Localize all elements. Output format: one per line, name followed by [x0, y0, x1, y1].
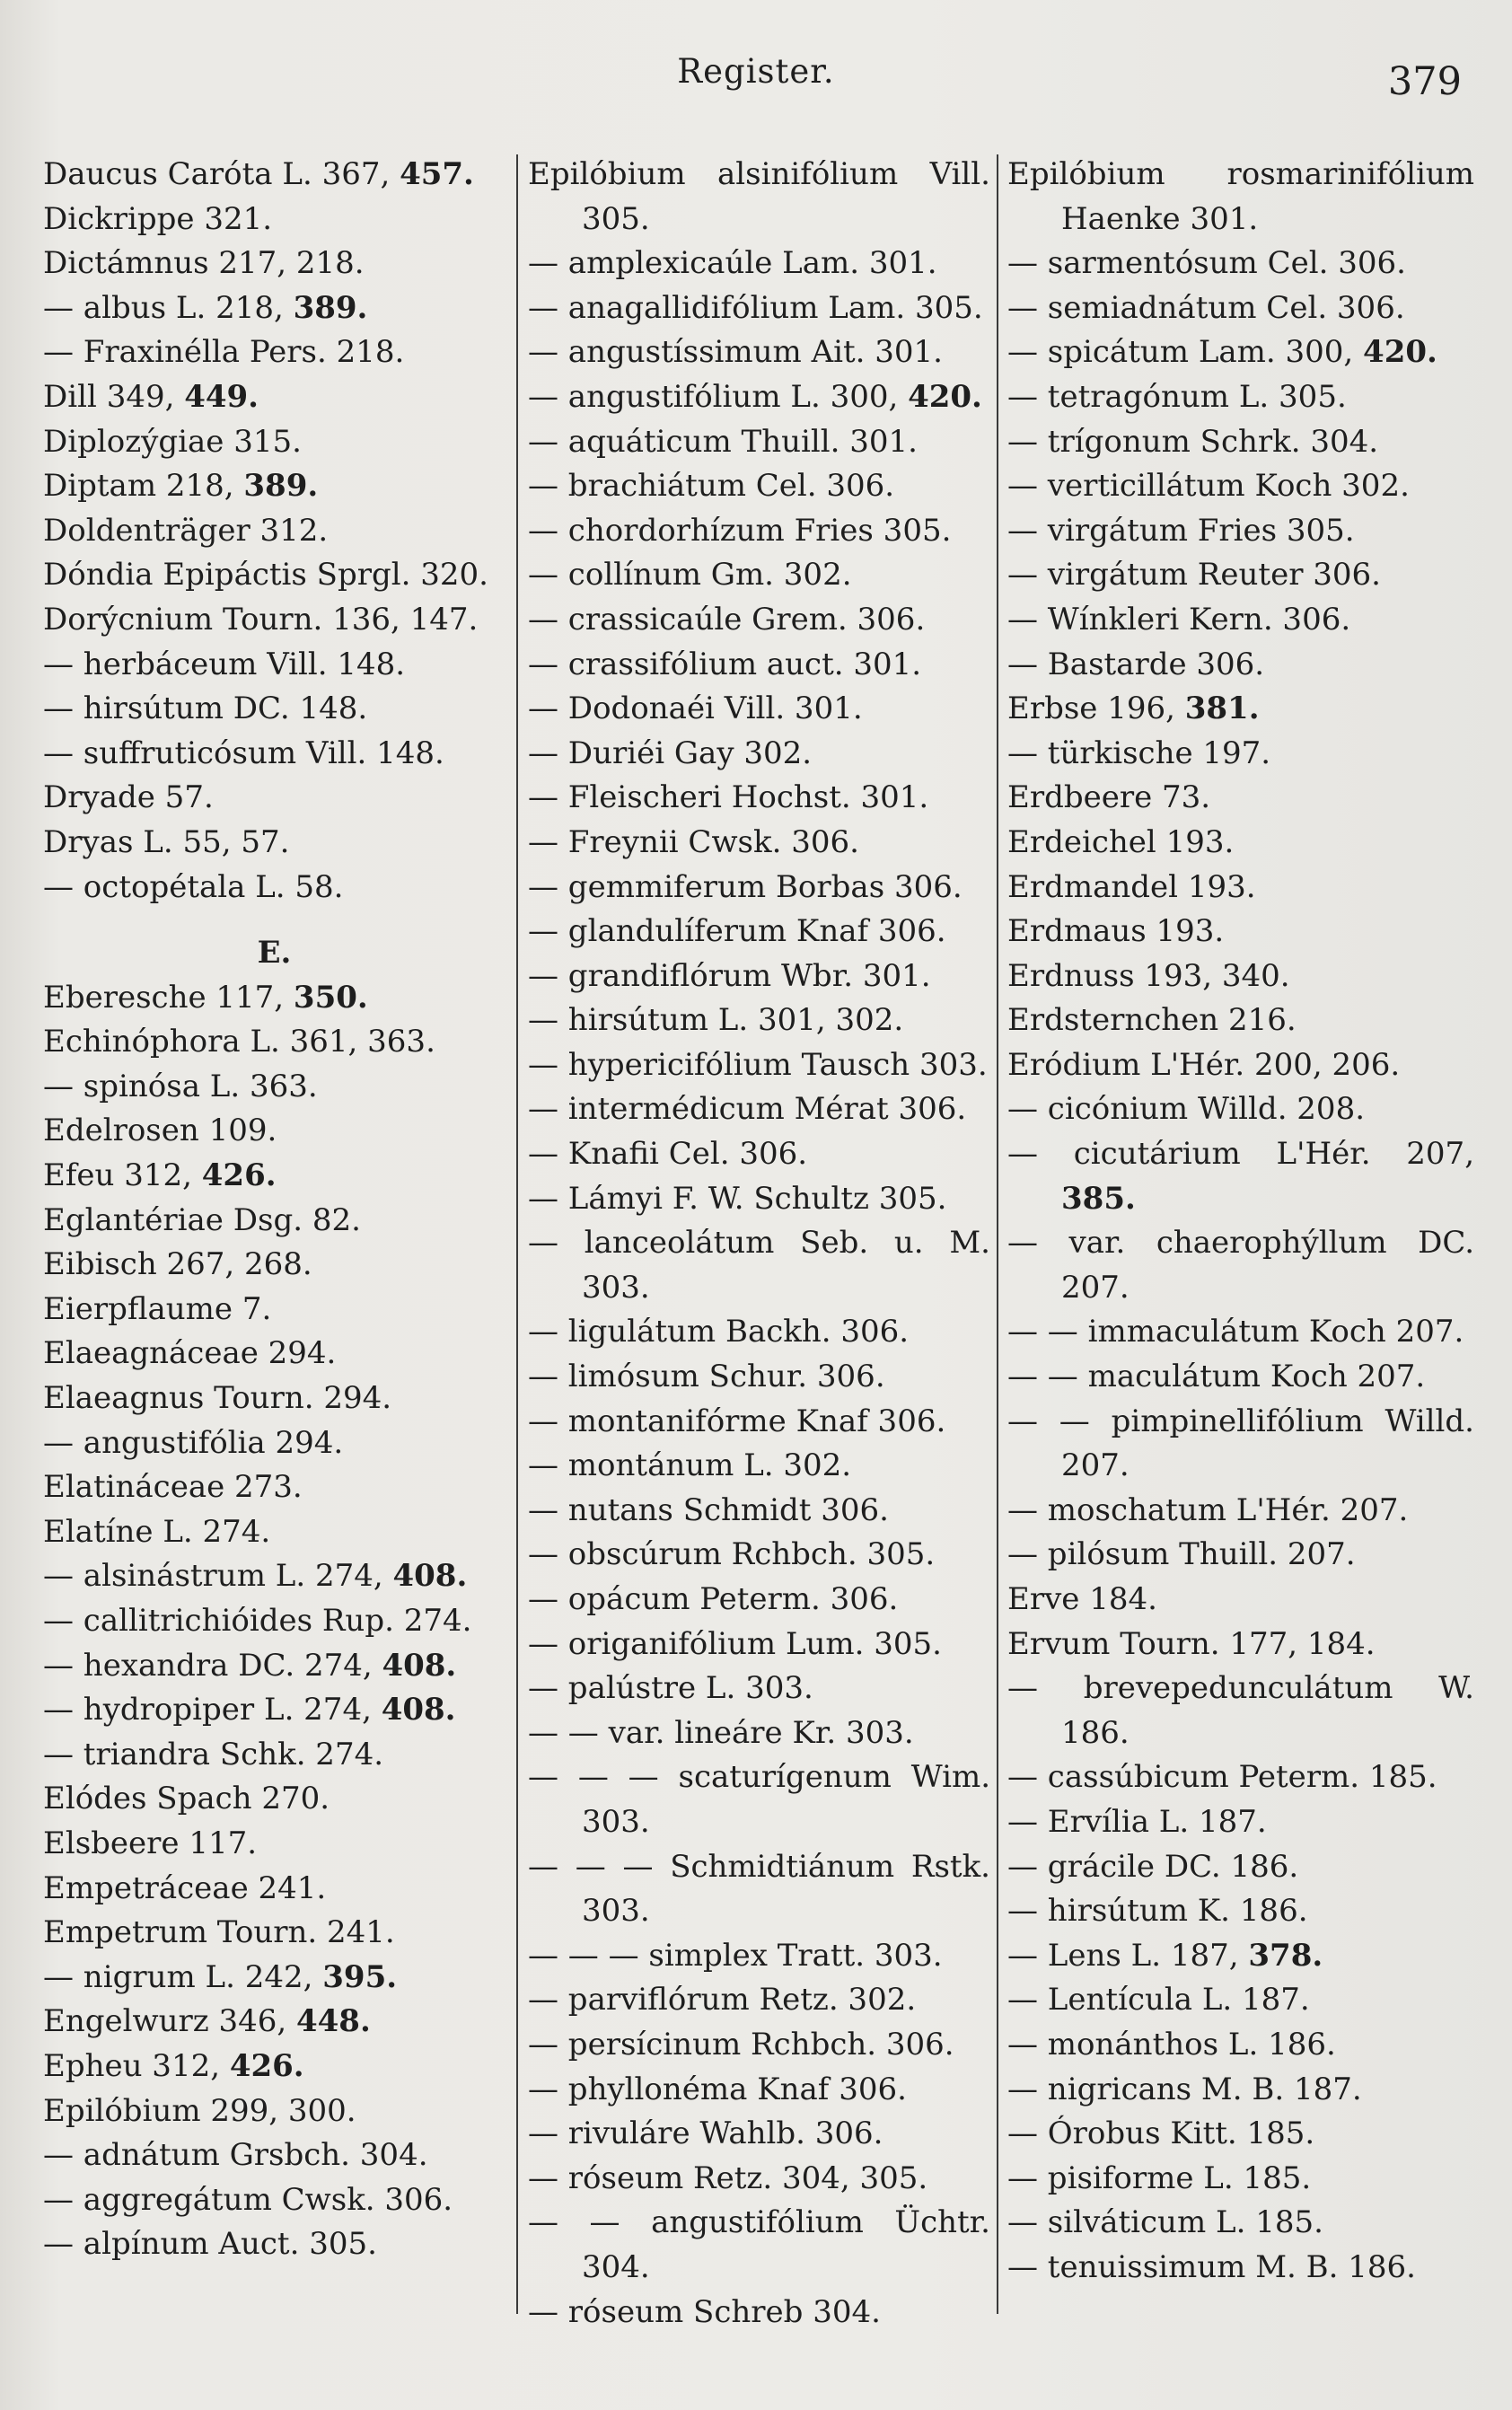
entry-text: — octopétala L. 58. — [43, 868, 344, 905]
entry-text: Elódes Spach 270. — [43, 1781, 330, 1817]
index-entry — [1007, 1934, 1474, 1979]
entry-text: — angustifólia 294. — [43, 1424, 344, 1461]
index-entry — [528, 2023, 990, 2068]
index-entry — [43, 1956, 505, 2001]
index-entry — [528, 1310, 990, 1355]
entry-text: — suffruticósum Vill. 148. — [43, 734, 444, 771]
index-entry — [1007, 2068, 1474, 2113]
entry-text: Diptam 218, — [43, 468, 244, 505]
index-entry — [1007, 420, 1474, 465]
index-entry — [43, 553, 505, 598]
index-entry — [528, 1711, 990, 1756]
entry-text: — angustíssimum Ait. 301. — [528, 334, 943, 371]
entry-text: — phyllonéma Knaf 306. — [528, 2071, 907, 2107]
entry-text: — Knafii Cel. 306. — [528, 1136, 808, 1173]
index-entry — [43, 732, 505, 777]
index-entry — [528, 1400, 990, 1445]
entry-bold-page: 378. — [1248, 1937, 1323, 1974]
index-entry — [1007, 1889, 1474, 1934]
entry-text: — virgátum Reuter 306. — [1007, 557, 1381, 594]
index-entry — [528, 286, 990, 331]
index-entry — [1007, 153, 1474, 242]
index-entry — [43, 1421, 505, 1466]
entry-bold-page: 448. — [295, 2003, 371, 2040]
entry-text: — Órobus Kitt. 185. — [1007, 2115, 1315, 2152]
index-column-3 — [1007, 153, 1474, 2291]
entry-text: Efeu 312, — [43, 1157, 202, 1194]
entry-text: Empetrum Tourn. 241. — [43, 1914, 395, 1951]
index-entry — [1007, 1221, 1474, 1310]
entry-text: Elaeagnus Tourn. 294. — [43, 1380, 392, 1417]
index-entry — [43, 2178, 505, 2223]
entry-text: — róseum Retz. 304, 305. — [528, 2159, 928, 2196]
entry-text: — hirsútum DC. 148. — [43, 690, 368, 727]
entry-text: — moschatum L'Hér. 207. — [1007, 1491, 1409, 1528]
entry-text: — parviflórum Retz. 302. — [528, 1982, 917, 2019]
entry-text: — Lentícula L. 187. — [1007, 1982, 1310, 2019]
entry-text: — — immaculátum Koch 207. — [1007, 1314, 1464, 1350]
entry-text: — montánum L. 302. — [528, 1447, 852, 1484]
entry-text: — silváticum L. 185. — [1007, 2204, 1323, 2241]
entry-text: — obscúrum Rchbch. 305. — [528, 1536, 936, 1573]
index-entry — [43, 821, 505, 866]
index-entry — [528, 866, 990, 910]
index-entry — [43, 1510, 505, 1555]
column-divider — [997, 154, 998, 2314]
entry-text: — limósum Schur. 306. — [528, 1359, 885, 1395]
index-entry — [528, 998, 990, 1043]
entry-text: — var. chaerophýllum DC. 207. — [1007, 1225, 1474, 1306]
index-entry — [43, 1243, 505, 1288]
index-entry — [528, 2157, 990, 2202]
entry-text: Eglantériae Dsg. 82. — [43, 1201, 361, 1238]
index-entry — [43, 1822, 505, 1867]
entry-text: Epilóbium alsinifólium Vill. 305. — [528, 156, 990, 237]
entry-bold-page: 408. — [381, 1692, 456, 1728]
index-entry — [1007, 2246, 1474, 2291]
index-entry — [528, 1845, 990, 1934]
entry-text: Eródium L'Hér. 200, 206. — [1007, 1046, 1401, 1083]
index-entry — [1007, 866, 1474, 910]
entry-text: — grácile DC. 186. — [1007, 1848, 1299, 1885]
index-entry — [43, 1733, 505, 1778]
index-entry — [43, 976, 505, 1021]
index-entry — [43, 598, 505, 643]
index-entry — [43, 1911, 505, 1956]
column-divider — [516, 154, 518, 2314]
index-entry — [43, 1599, 505, 1644]
entry-text: — Duriéi Gay 302. — [528, 734, 813, 771]
entry-bold-page: 389. — [243, 468, 319, 505]
entry-text: — persícinum Rchbch. 306. — [528, 2026, 954, 2063]
entry-text: — hirsútum K. 186. — [1007, 1893, 1308, 1930]
entry-text: — nutans Schmidt 306. — [528, 1491, 889, 1528]
entry-text: Epilóbium 299, 300. — [43, 2092, 356, 2129]
index-entry — [1007, 2201, 1474, 2246]
entry-text: — — — scaturígenum Wim. 303. — [528, 1759, 990, 1840]
index-entry — [43, 375, 505, 420]
index-entry — [1007, 1400, 1474, 1489]
entry-bold-page: 381. — [1184, 690, 1260, 727]
entry-text: — montanifórme Knaf 306. — [528, 1403, 946, 1439]
entry-bold-page: 420. — [1363, 334, 1437, 371]
index-entry — [528, 375, 990, 420]
index-entry — [43, 1109, 505, 1154]
index-entry — [528, 1043, 990, 1088]
entry-text: — spinósa L. 363. — [43, 1068, 318, 1104]
entry-text: — brachiátum Cel. 306. — [528, 468, 895, 505]
index-entry — [1007, 2112, 1474, 2157]
entry-text: — herbáceum Vill. 148. — [43, 646, 406, 682]
entry-text: — sarmentósum Cel. 306. — [1007, 245, 1406, 282]
index-entry — [43, 2000, 505, 2045]
entry-text: — rivuláre Wahlb. 306. — [528, 2115, 883, 2152]
index-entry — [43, 1554, 505, 1599]
entry-text: — pisiforme L. 185. — [1007, 2159, 1312, 2196]
entry-bold-page: 457. — [400, 156, 474, 192]
entry-text: Elatináceae 273. — [43, 1469, 303, 1506]
entry-text: Erbse 196, — [1007, 690, 1185, 727]
entry-text: Dill 349, — [43, 378, 185, 415]
entry-text: Dóndia Epipáctis Sprgl. 320. — [43, 557, 488, 594]
index-entry — [43, 464, 505, 509]
entry-text: — origanifólium Lum. 305. — [528, 1625, 942, 1662]
index-entry — [528, 330, 990, 375]
entry-text: Dryas L. 55, 57. — [43, 823, 290, 860]
index-entry — [1007, 2157, 1474, 2202]
entry-text: — amplexicaúle Lam. 301. — [528, 245, 937, 282]
entry-text: — adnátum Grsbch. 304. — [43, 2137, 428, 2174]
entry-text: — — pimpinellifólium Willd. 207. — [1007, 1403, 1474, 1484]
entry-text: — angustifólium L. 300, — [528, 378, 909, 415]
entry-text: — palústre L. 303. — [528, 1670, 813, 1707]
entry-text: — monánthos L. 186. — [1007, 2026, 1336, 2063]
index-entry — [43, 1020, 505, 1065]
index-column-2 — [528, 153, 990, 2335]
entry-text: Eberesche 117, — [43, 979, 294, 1016]
index-entry — [528, 2068, 990, 2113]
section-letter — [43, 931, 505, 976]
index-entry — [528, 598, 990, 643]
entry-text: — nigricans M. B. 187. — [1007, 2071, 1362, 2107]
index-entry — [1007, 998, 1474, 1043]
index-entry — [1007, 1978, 1474, 2023]
index-entry — [43, 1332, 505, 1377]
entry-text: — ligulátum Backh. 306. — [528, 1314, 910, 1350]
index-entry — [1007, 1132, 1474, 1221]
index-entry — [1007, 821, 1474, 866]
entry-text: — virgátum Fries 305. — [1007, 512, 1355, 549]
entry-text: — brevepedunculátum W. 186. — [1007, 1670, 1474, 1751]
index-entry — [528, 1978, 990, 2023]
index-entry — [43, 2133, 505, 2178]
entry-text: — aggregátum Cwsk. 306. — [43, 2181, 453, 2218]
index-entry — [1007, 1623, 1474, 1667]
running-header: Register. — [677, 52, 835, 91]
index-entry — [1007, 242, 1474, 286]
entry-text: — hirsútum L. 301, 302. — [528, 1002, 904, 1039]
index-entry — [528, 954, 990, 999]
index-entry — [43, 1065, 505, 1110]
index-entry — [528, 1533, 990, 1578]
index-entry — [1007, 1489, 1474, 1534]
index-entry — [528, 464, 990, 509]
entry-text: — — var. lineáre Kr. 303. — [528, 1714, 914, 1751]
index-entry — [528, 153, 990, 242]
index-entry — [528, 1755, 990, 1844]
index-entry — [1007, 1845, 1474, 1890]
entry-text: Epilóbium rosmarinifólium Haenke 301. — [1007, 156, 1474, 237]
entry-text: Erdnuss 193, 340. — [1007, 957, 1290, 994]
entry-text: — Wínkleri Kern. 306. — [1007, 601, 1351, 638]
entry-text: — intermédicum Mérat 306. — [528, 1091, 967, 1128]
entry-text: Ervum Tourn. 177, 184. — [1007, 1625, 1376, 1662]
entry-text: — Fraxinélla Pers. 218. — [43, 334, 405, 371]
index-entry — [528, 1177, 990, 1222]
index-entry — [43, 643, 505, 688]
index-entry — [1007, 910, 1474, 954]
entry-text: — collínum Gm. 302. — [528, 557, 852, 594]
index-entry — [1007, 464, 1474, 509]
index-entry — [528, 420, 990, 465]
entry-text: — lanceolátum Seb. u. M. 303. — [528, 1225, 990, 1306]
entry-text: — Freynii Cwsk. 306. — [528, 823, 859, 860]
index-entry — [1007, 954, 1474, 999]
entry-text: Epheu 312, — [43, 2047, 230, 2084]
index-entry — [528, 2112, 990, 2157]
entry-text: — — angustifólium Üchtr. 304. — [528, 2204, 990, 2285]
index-entry — [43, 2089, 505, 2134]
entry-text: Echinóphora L. 361, 363. — [43, 1024, 435, 1060]
index-entry — [1007, 375, 1474, 420]
index-entry — [43, 420, 505, 465]
entry-bold-page: 420. — [908, 378, 982, 415]
entry-text: Erve 184. — [1007, 1581, 1157, 1617]
index-entry — [528, 687, 990, 732]
entry-bold-page: 395. — [322, 1958, 398, 1995]
entry-text: Dictámnus 217, 218. — [43, 245, 365, 282]
index-entry — [43, 153, 505, 198]
entry-bold-page: 426. — [229, 2047, 304, 2084]
index-entry — [528, 2201, 990, 2290]
entry-bold-page: 408. — [392, 1558, 468, 1595]
entry-text: Erdmaus 193. — [1007, 913, 1225, 950]
index-entry — [43, 2045, 505, 2089]
entry-text: — hypericifólium Tausch 303. — [528, 1046, 988, 1083]
index-entry — [1007, 509, 1474, 554]
entry-text: — — — simplex Tratt. 303. — [528, 1937, 943, 1974]
entry-text: — Lámyi F. W. Schultz 305. — [528, 1180, 947, 1217]
index-entry — [1007, 1310, 1474, 1355]
index-entry — [528, 2291, 990, 2335]
index-entry — [528, 776, 990, 821]
index-entry — [1007, 1087, 1474, 1132]
index-entry — [43, 1199, 505, 1244]
entry-text: — nigrum L. 242, — [43, 1958, 323, 1995]
index-entry — [528, 821, 990, 866]
index-entry — [43, 776, 505, 821]
index-entry — [43, 242, 505, 286]
entry-text: Diplozýgiae 315. — [43, 423, 302, 460]
index-entry — [528, 1132, 990, 1177]
index-entry — [528, 643, 990, 688]
index-entry — [1007, 553, 1474, 598]
index-entry — [43, 1465, 505, 1510]
entry-bold-page: 408. — [382, 1647, 457, 1684]
index-entry — [528, 1934, 990, 1979]
entry-text: — pilósum Thuill. 207. — [1007, 1536, 1356, 1573]
entry-text: — róseum Schreb 304. — [528, 2293, 881, 2330]
index-entry — [1007, 732, 1474, 777]
entry-text: Edelrosen 109. — [43, 1113, 277, 1149]
index-entry — [528, 553, 990, 598]
entry-text: — hydropiper L. 274, — [43, 1692, 382, 1728]
entry-text: — trígonum Schrk. 304. — [1007, 423, 1379, 460]
entry-text: Engelwurz 346, — [43, 2003, 296, 2040]
index-entry — [43, 1377, 505, 1421]
index-entry — [1007, 643, 1474, 688]
index-entry — [528, 1578, 990, 1623]
index-entry — [1007, 1355, 1474, 1400]
entry-text: — Dodonaéi Vill. 301. — [528, 690, 863, 727]
entry-text: Eierpflaume 7. — [43, 1290, 272, 1327]
entry-text: — glandulíferum Knaf 306. — [528, 913, 946, 950]
entry-text: Elatíne L. 274. — [43, 1513, 271, 1550]
index-entry — [1007, 1667, 1474, 1755]
index-entry — [1007, 1755, 1474, 1800]
entry-text: — hexandra DC. 274, — [43, 1647, 382, 1684]
index-entry — [528, 1489, 990, 1534]
index-entry — [1007, 776, 1474, 821]
entry-text: — — — Schmidtiánum Rstk. 303. — [528, 1848, 990, 1930]
index-entry — [1007, 1533, 1474, 1578]
index-entry — [43, 198, 505, 242]
entry-bold-page: 350. — [293, 979, 368, 1016]
index-entry — [1007, 687, 1474, 732]
entry-text: — grandiflórum Wbr. 301. — [528, 957, 931, 994]
entry-text: — cicónium Willd. 208. — [1007, 1091, 1366, 1128]
entry-text: — alsinástrum L. 274, — [43, 1558, 393, 1595]
entry-text: — Bastarde 306. — [1007, 646, 1265, 682]
index-entry — [1007, 1800, 1474, 1845]
index-entry — [43, 2222, 505, 2267]
index-entry — [43, 286, 505, 331]
index-column-1 — [43, 153, 505, 2267]
entry-text: Dickrippe 321. — [43, 200, 273, 237]
index-entry — [528, 910, 990, 954]
index-entry — [528, 1444, 990, 1489]
entry-text: — Lens L. 187, — [1007, 1937, 1249, 1974]
entry-text: — tenuissimum M. B. 186. — [1007, 2248, 1416, 2285]
entry-text: — albus L. 218, — [43, 289, 294, 326]
entry-text: Erdeichel 193. — [1007, 823, 1235, 860]
entry-text: — anagallidifólium Lam. 305. — [528, 289, 983, 326]
entry-text: — tetragónum L. 305. — [1007, 378, 1347, 415]
entry-text: — spicátum Lam. 300, — [1007, 334, 1364, 371]
index-entry — [43, 1688, 505, 1733]
entry-text: — aquáticum Thuill. 301. — [528, 423, 918, 460]
index-entry — [1007, 286, 1474, 331]
entry-text: — semiadnátum Cel. 306. — [1007, 289, 1405, 326]
index-entry — [43, 1777, 505, 1822]
index-entry — [528, 1087, 990, 1132]
index-entry — [528, 242, 990, 286]
index-entry — [528, 1667, 990, 1711]
entry-text: — cicutárium L'Hér. 207, — [1007, 1136, 1474, 1173]
index-entry — [43, 509, 505, 554]
entry-bold-page: 389. — [293, 289, 368, 326]
entry-text: Empetráceae 241. — [43, 1869, 327, 1906]
entry-text: Eibisch 267, 268. — [43, 1246, 312, 1283]
entry-text: — gemmiferum Borbas 306. — [528, 868, 963, 905]
index-entry — [43, 1867, 505, 1912]
index-entry — [1007, 2023, 1474, 2068]
entry-text: Erdmandel 193. — [1007, 868, 1256, 905]
entry-text: — — maculátum Koch 207. — [1007, 1359, 1426, 1395]
index-entry — [1007, 1578, 1474, 1623]
entry-text: Elsbeere 117. — [43, 1825, 258, 1861]
entry-bold-page: 426. — [201, 1157, 277, 1194]
entry-text: — crassifólium auct. 301. — [528, 646, 922, 682]
index-entry — [43, 1644, 505, 1689]
entry-text: — Ervília L. 187. — [1007, 1803, 1267, 1840]
entry-text: — türkische 197. — [1007, 734, 1271, 771]
index-entry — [43, 1288, 505, 1333]
index-entry — [1007, 1043, 1474, 1088]
entry-text: — callitrichióides Rup. 274. — [43, 1603, 472, 1639]
entry-bold-page: 385. — [1061, 1180, 1136, 1217]
index-entry — [528, 1623, 990, 1667]
entry-text: — alpínum Auct. 305. — [43, 2226, 377, 2263]
index-entry — [528, 1221, 990, 1310]
entry-text: Doldenträger 312. — [43, 512, 329, 549]
entry-text: Erdsternchen 216. — [1007, 1002, 1297, 1039]
entry-text: Dryade 57. — [43, 779, 214, 816]
entry-text: Erdbeere 73. — [1007, 779, 1211, 816]
entry-text: — cassúbicum Peterm. 185. — [1007, 1759, 1437, 1796]
entry-text: — verticillátum Koch 302. — [1007, 468, 1410, 505]
index-entry — [43, 687, 505, 732]
entry-bold-page: 449. — [184, 378, 259, 415]
entry-text: — triandra Schk. 274. — [43, 1736, 384, 1772]
index-entry — [528, 509, 990, 554]
entry-text: E. — [257, 935, 292, 972]
index-entry — [43, 866, 505, 910]
entry-text: Elaeagnáceae 294. — [43, 1335, 337, 1372]
entry-text: — crassicaúle Grem. 306. — [528, 601, 926, 638]
index-entry — [1007, 598, 1474, 643]
entry-text: — Fleischeri Hochst. 301. — [528, 779, 929, 816]
entry-text: — chordorhízum Fries 305. — [528, 512, 952, 549]
index-entry — [43, 1154, 505, 1199]
index-entry — [43, 330, 505, 375]
entry-text: — opácum Peterm. 306. — [528, 1581, 899, 1617]
index-entry — [1007, 330, 1474, 375]
entry-text: Dorýcnium Tourn. 136, 147. — [43, 601, 479, 638]
index-entry — [528, 1355, 990, 1400]
index-entry — [528, 732, 990, 777]
page-number: 379 — [1387, 59, 1462, 104]
entry-text: Daucus Caróta L. 367, — [43, 156, 400, 192]
